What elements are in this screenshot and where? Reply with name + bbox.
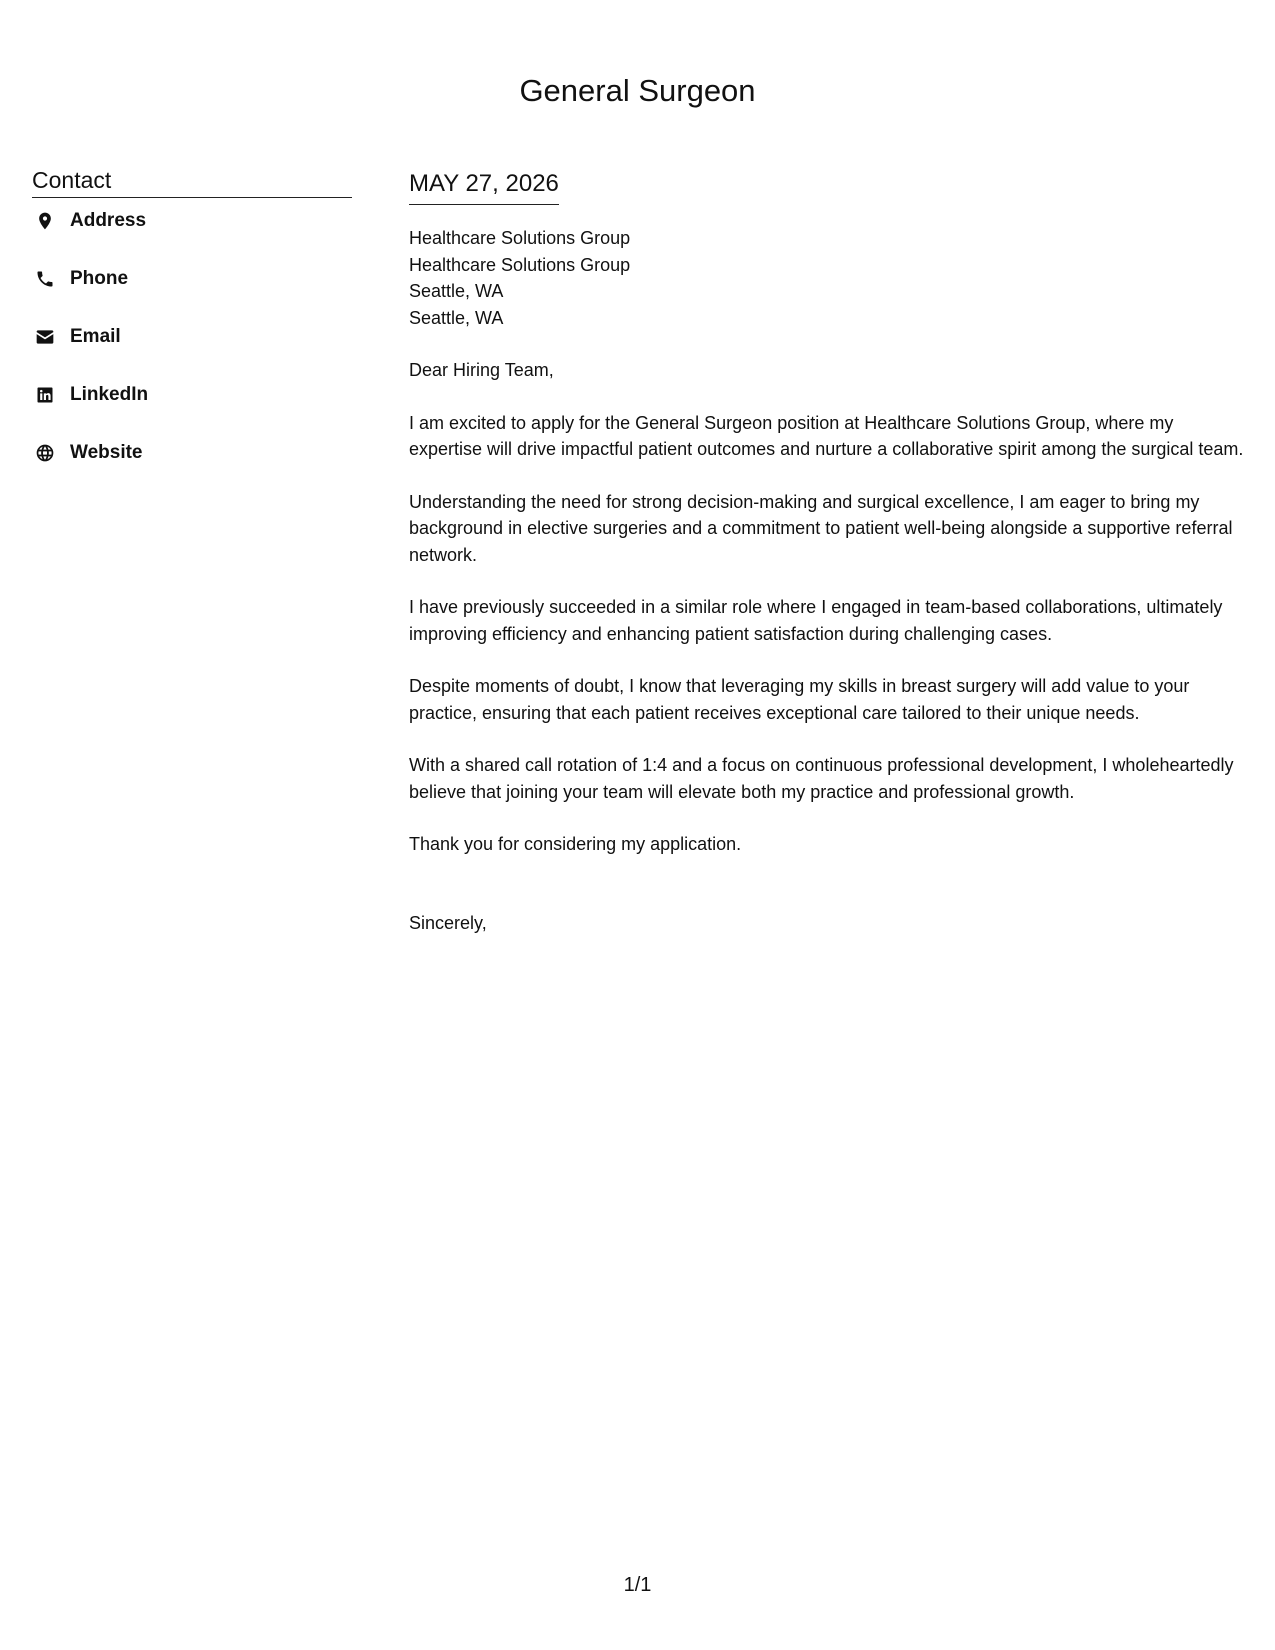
contact-label-email: Email [70,326,121,347]
contact-item-website[interactable] [32,440,352,466]
map-pin-icon [34,210,56,232]
contact-label-address: Address [70,210,147,231]
contact-item-email[interactable] [32,324,352,350]
body-paragraph: I am excited to apply for the General Surgeon position at Healthcare Solutions Group, where my expertise will drive impactful patient outcomes and nurture a collaborative spirit among the surgical team. [409,412,1244,459]
body-paragraph: I have previously succeeded in a similar role where I engaged in team-based collaborations, ultimately improving efficiency and enhancing patient satisfaction during challenging cases. [409,597,1223,644]
page-number: 1/1 [623,1574,652,1596]
contact-item-address[interactable] [32,208,352,234]
recipient-line: Healthcare Solutions Group [409,228,631,248]
recipient-line: Seattle, WA [409,281,504,301]
letter-date: MAY 27, 2026 [409,168,559,205]
recipient-line: Seattle, WA [409,307,504,328]
contact-label-linkedin: LinkedIn [70,384,149,405]
thank-you-line: Thank you for considering my application. [409,834,742,854]
phone-icon [34,268,56,290]
contact-item-linkedin[interactable] [32,382,352,408]
globe-icon [34,442,56,464]
linkedin-icon [34,384,56,406]
letter-body [409,168,1249,936]
contact-sidebar [32,165,352,498]
contact-label-website: Website [70,442,143,463]
page-title: General Surgeon [519,73,756,108]
salutation: Dear Hiring Team, [409,360,554,380]
contact-label-phone: Phone [70,268,129,289]
recipient-line: Healthcare Solutions Group [409,254,631,275]
recipient-block [409,225,1249,331]
body-paragraph: Understanding the need for strong decision-making and surgical excellence, I am eager to bring my background in elective surgeries and a commitment to patient well-being alongside a supportive referral network. [409,491,1233,565]
closing: Sincerely, [409,912,487,933]
body-paragraph: Despite moments of doubt, I know that leveraging my skills in breast surgery will add value to your practice, ensuring that each patient receives exceptional care tailored to their unique needs. [409,676,1190,723]
contact-item-phone[interactable] [32,266,352,292]
body-paragraph: With a shared call rotation of 1:4 and a focus on continuous professional development, I wholeheartedly believe that joining your team will elevate both my practice and professional growth. [409,755,1234,802]
contact-heading: Contact [32,165,352,198]
envelope-icon [34,326,56,348]
